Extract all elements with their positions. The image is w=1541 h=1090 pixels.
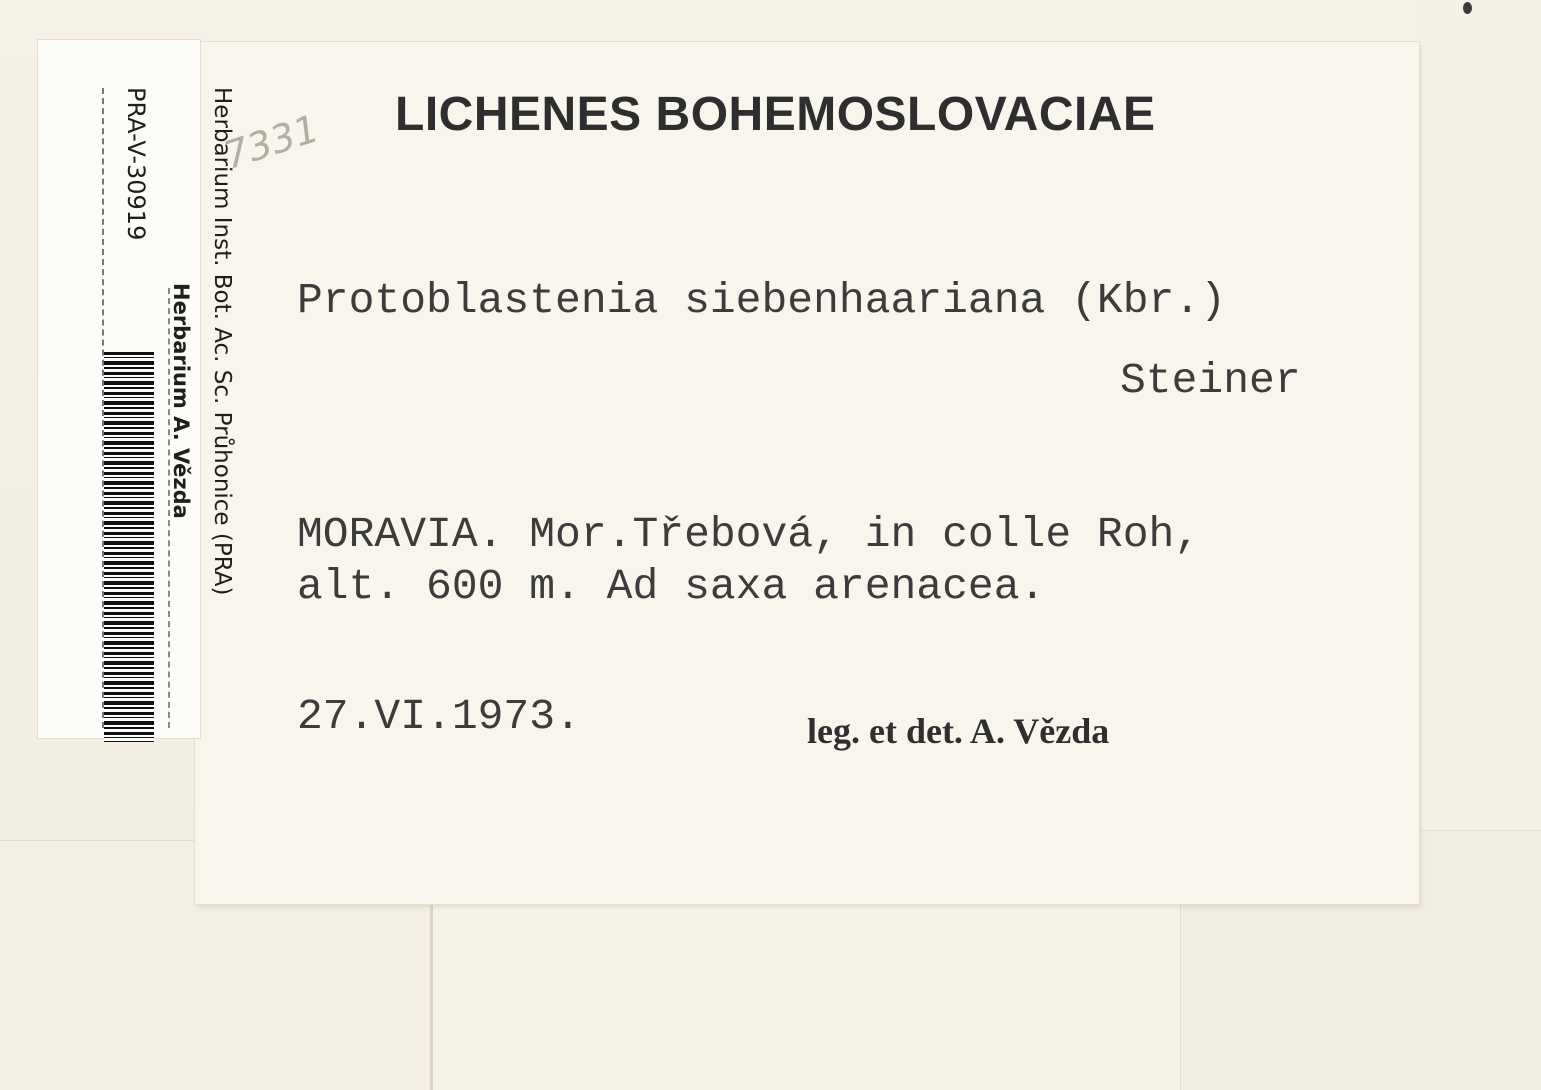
barcode: [104, 352, 154, 742]
dashed-line-right: [168, 288, 170, 728]
species-name: Protoblastenia siebenhaariana (Kbr.): [297, 276, 1226, 325]
institution-name: Herbarium Inst. Bot. Ac. Sc. Průhonice (PRA): [209, 87, 235, 596]
background-paper-bottom-middle: [432, 900, 1181, 1090]
pencil-number: 7331: [218, 106, 325, 178]
specimen-id: PRA-V-30919: [122, 87, 150, 241]
ink-speck: [1463, 2, 1472, 14]
label-title: LICHENES BOHEMOSLOVACIAE: [395, 88, 1156, 141]
species-author: Steiner: [1120, 356, 1301, 405]
collection-name: Herbarium A. Vězda: [169, 283, 193, 519]
collection-date: 27.VI.1973.: [297, 692, 581, 741]
specimen-label: [195, 42, 1419, 904]
background-paper-right: [1420, 0, 1541, 830]
collector-stamp: leg. et det. A. Vězda: [807, 711, 1110, 751]
locality-line-2: alt. 600 m. Ad saxa arenacea.: [297, 562, 1046, 611]
barcode-label: [38, 40, 235, 738]
locality-line-1: MORAVIA. Mor.Třebová, in colle Roh,: [297, 510, 1201, 559]
